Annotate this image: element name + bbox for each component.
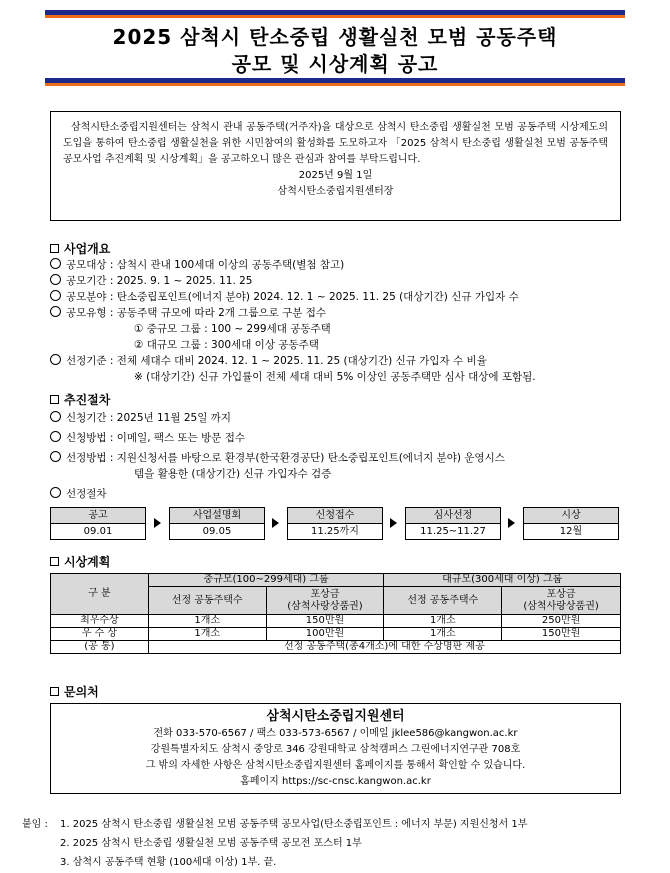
circle-bullet-icon: [50, 411, 61, 422]
circle-bullet-icon: [50, 487, 61, 498]
section-process-heading: [50, 391, 110, 408]
awards-table: [50, 573, 621, 654]
circle-bullet-icon: [50, 431, 61, 442]
circle-bullet-icon: [50, 451, 61, 462]
flow-step-value: 12월: [559, 526, 583, 537]
section-awards-heading: [50, 553, 110, 570]
flow-step-application: [287, 507, 383, 540]
award-common-text: 선정 공동주택(총4개소)에 대한 수상명판 제공: [148, 641, 620, 654]
intro-date: 2025년 9월 1일: [298, 170, 373, 181]
award-name-common: (공 통): [51, 641, 149, 654]
flow-step-briefing: [169, 507, 265, 540]
mid-count: 1개소: [148, 628, 266, 641]
attachment-item-3: 3. 삼척시 공동주택 현황 (100세대 이상) 1부. 끝.: [60, 857, 277, 868]
section-process-title: 추진절차: [64, 393, 111, 407]
square-bullet-icon: [50, 557, 59, 566]
col-large-count: 선정 공동주택수: [384, 587, 502, 615]
process-select-method-cont: 템을 활용한 (대상기간) 신규 가입자수 검증: [134, 468, 332, 480]
large-prize: 250만원: [502, 615, 621, 628]
attachment-item-1: 1. 2025 삼척시 탄소중립 생활실천 모범 공동주택 공모사업(탄소중립포인트 : 에너지 부문) 지원신청서 1부: [60, 819, 528, 830]
process-apply-period: 신청기간 : 2025년 11월 25일 까지: [50, 410, 231, 425]
overview-period: 공모기간 : 2025. 9. 1 ~ 2025. 11. 25: [50, 273, 253, 288]
overview-criteria-note: ※ (대상기간) 신규 가입률이 전체 세대 대비 5% 이상인 공동주택만 심사 대상에 포함됨.: [134, 371, 536, 383]
col-large-prize: 포상금 (삼척사랑상품권): [502, 587, 621, 615]
flow-step-label: 심사선정: [406, 508, 500, 524]
contact-homepage[interactable]: 홈페이지 https://sc-cnsc.kangwon.ac.kr: [240, 776, 431, 787]
circle-bullet-icon: [50, 306, 61, 317]
large-prize: 150만원: [502, 628, 621, 641]
square-bullet-icon: [50, 244, 59, 253]
contact-phone-line: 전화 033-570-6567 / 팩스 033-573-6567 / 이메일 jklee586@kangwon.ac.kr: [153, 728, 518, 739]
attachments-label: 붙임 :: [22, 819, 48, 830]
section-awards-title: 시상계획: [64, 555, 111, 569]
large-count: 1개소: [384, 628, 502, 641]
section-contact-heading: [50, 683, 99, 700]
contact-box: [50, 703, 621, 794]
flow-step-announce: [50, 507, 146, 540]
bottom-orange-rule: [45, 83, 625, 86]
group-mid-header: 중규모(100~299세대) 그룹: [148, 574, 384, 587]
process-apply-method: 신청방법 : 이메일, 팩스 또는 방문 접수: [50, 430, 245, 445]
col-mid-count: 선정 공동주택수: [148, 587, 266, 615]
circle-bullet-icon: [50, 258, 61, 269]
overview-target: 공모대상 : 삼척시 관내 100세대 이상의 공동주택(별첨 참고): [50, 257, 344, 272]
table-row: [51, 615, 621, 628]
arrow-right-icon: [390, 518, 397, 528]
table-row: [51, 628, 621, 641]
contact-more-info: 그 밖의 자세한 사항은 삼척시탄소중립지원센터 홈페이지를 통해서 확인할 수 있습니다.: [145, 760, 526, 771]
circle-bullet-icon: [50, 274, 61, 285]
square-bullet-icon: [50, 687, 59, 696]
flow-step-review: [405, 507, 501, 540]
flow-step-value: 11.25까지: [311, 526, 359, 537]
intro-body: 삼척시탄소중립지원센터는 삼척시 관내 공동주택(거주자)을 대상으로 삼척시 탄소중립 생활실천 모범 공동주택 시상제도의 도입을 통하여 탄소중립 생활실천을 위한 시민참여의 활성화를 도모하고자 「2025 삼척시 탄소중립 생활실천 모범 공동주택 공모사업 추진계획 및 시상계획」을 공고하오니 많은 관심과 참여를 부탁드립니다.: [63, 122, 608, 165]
flow-step-label: 공고: [51, 508, 145, 524]
flow-step-value: 09.01: [83, 526, 113, 537]
section-contact-title: 문의처: [64, 685, 99, 699]
overview-criteria: 선정기준 : 전체 세대수 대비 2024. 12. 1 ~ 2025. 11. 25 (대상기간) 신규 가입자 수 비율: [50, 353, 487, 368]
flow-step-label: 시상: [524, 508, 618, 524]
arrow-right-icon: [154, 518, 161, 528]
section-overview-heading: [50, 240, 110, 257]
flow-step-award: [523, 507, 619, 540]
overview-type: 공모유형 : 공동주택 규모에 따라 2개 그룹으로 구분 접수: [50, 305, 326, 320]
overview-field: 공모분야 : 탄소중립포인트(에너지 분야) 2024. 12. 1 ~ 2025. 11. 25 (대상기간) 신규 가입자 수: [50, 289, 519, 304]
award-name: 우 수 상: [51, 628, 149, 641]
flow-step-value: 09.05: [202, 526, 232, 537]
intro-box: [50, 111, 621, 221]
award-name: 최우수상: [51, 615, 149, 628]
section-overview-title: 사업개요: [64, 242, 111, 256]
flow-step-label: 사업설명회: [170, 508, 264, 524]
circle-bullet-icon: [50, 290, 61, 301]
mid-count: 1개소: [148, 615, 266, 628]
square-bullet-icon: [50, 395, 59, 404]
page-title-line2: 공모 및 시상계획 공고: [231, 52, 439, 76]
large-count: 1개소: [384, 615, 502, 628]
contact-address: 강원특별자치도 삼척시 중앙로 346 강원대학교 삼척캠퍼스 그린에너지연구관 708호: [150, 744, 521, 755]
mid-prize: 150만원: [266, 615, 384, 628]
table-row: [51, 574, 621, 587]
flow-step-label: 신청접수: [288, 508, 382, 524]
contact-org: 삼척시탄소중립지원센터: [266, 709, 405, 724]
arrow-right-icon: [272, 518, 279, 528]
group-large-header: 대규모(300세대 이상) 그룹: [384, 574, 621, 587]
flow-step-value: 11.25~11.27: [420, 526, 486, 537]
table-row: [51, 641, 621, 654]
mid-prize: 100만원: [266, 628, 384, 641]
process-select-method: 선정방법 : 지원신청서를 바탕으로 환경부(한국환경공단) 탄소중립포인트(에너지 분야) 운영시스: [50, 450, 505, 465]
process-select-steps: 선정절차: [50, 486, 107, 501]
page-title-line1: 2025 삼척시 탄소중립 생활실천 모범 공동주택: [112, 25, 558, 49]
overview-type-large: ② 대규모 그룹 : 300세대 이상 공동주택: [134, 339, 319, 351]
col-division: 구 분: [51, 574, 149, 615]
overview-type-mid: ① 중규모 그룹 : 100 ~ 299세대 공동주택: [134, 323, 331, 335]
attachment-item-2: 2. 2025 삼척시 탄소중립 생활실천 모범 공동주택 공모전 포스터 1부: [60, 838, 362, 849]
top-orange-rule: [45, 15, 625, 18]
circle-bullet-icon: [50, 354, 61, 365]
col-mid-prize: 포상금 (삼척사랑상품권): [266, 587, 384, 615]
arrow-right-icon: [508, 518, 515, 528]
intro-issuer: 삼척시탄소중립지원센터장: [277, 186, 394, 197]
